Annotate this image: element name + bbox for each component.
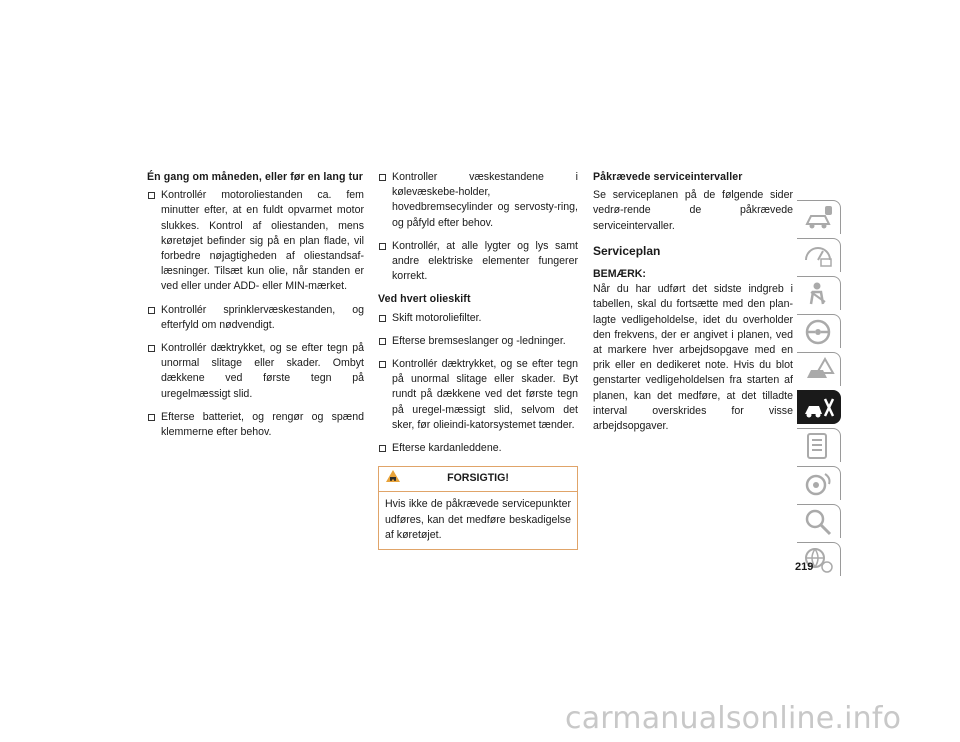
search-index-icon	[803, 508, 835, 536]
tab-safety[interactable]	[797, 276, 841, 310]
caution-header	[379, 467, 577, 492]
tab-driving[interactable]	[797, 314, 841, 348]
page-number: 219	[795, 561, 814, 573]
steering-wheel-icon	[803, 318, 835, 346]
tab-dashboard[interactable]	[797, 238, 841, 272]
checkbox-bullet-icon	[379, 315, 386, 322]
monthly-check-list-continued	[378, 170, 578, 284]
dashboard-message-icon	[803, 242, 835, 270]
service-intervals-heading: Påkrævede serviceintervaller	[593, 171, 743, 183]
checkbox-bullet-icon	[379, 338, 386, 345]
tab-technical-specs[interactable]	[797, 428, 841, 462]
car-info-icon	[803, 204, 835, 232]
column-left	[147, 170, 364, 448]
list-item: Kontrollér sprinklervæskestanden, og efterfyld om nødvendigt.	[147, 303, 364, 333]
warning-triangle-icon	[385, 469, 401, 488]
column-middle	[378, 170, 578, 550]
seatbelt-airbag-icon	[803, 280, 835, 308]
monthly-check-heading: Én gang om måneden, eller før en lang tur	[147, 171, 364, 183]
tab-multimedia[interactable]	[797, 466, 841, 500]
multimedia-icon	[803, 470, 835, 498]
tab-car-info[interactable]	[797, 200, 841, 234]
checkbox-bullet-icon	[379, 361, 386, 368]
column-right	[593, 170, 793, 442]
list-item: Kontroller væskestandene i kølevæskebe-holder, hovedbremsecylinder og servosty-ring, og påfyld efter behov.	[378, 170, 578, 231]
watermark: carmanualsonline.info	[565, 701, 902, 736]
checkbox-bullet-icon	[379, 445, 386, 452]
oil-change-list	[378, 311, 578, 457]
list-item: Kontrollér, at alle lygter og lys samt andre elektriske elementer fungerer korrekt.	[378, 239, 578, 285]
oil-change-heading: Ved hvert olieskift	[378, 293, 471, 306]
service-tools-icon	[803, 394, 835, 422]
service-plan-title: Serviceplan	[593, 243, 661, 258]
emergency-icon	[803, 356, 835, 384]
caution-text: Hvis ikke de påkrævede servicepunkter udføres, kan det medføre beskadigelse af køretøjet.	[385, 498, 571, 541]
list-item: Kontrollér dæktrykket, og se efter tegn på unormal slitage eller skader. Byt rundt på dækkene ved det første tegn på uregel-mæssigt slid, selvom det sker, før olieindi-katorsystemet tænder.	[378, 357, 578, 433]
service-intervals-intro: Se serviceplanen på de følgende sider vedrø-rende de påkrævede serviceintervaller.	[593, 189, 793, 232]
monthly-check-list	[147, 188, 364, 440]
list-item: Kontrollér motoroliestanden ca. fem minutter efter, at en fuldt opvarmet motor slukkes. Kontrol af oliestanden, mens køretøjet befinder sig på en plan flade, vil forbedre nøjagtigheden af oliestandsaf-læsninger. Tilsæt kun olie, når standen er ved eller under ADD- eller MIN-mærket.	[147, 188, 364, 294]
note-label: BEMÆRK:	[593, 268, 646, 281]
list-item: Efterse bremseslanger og -ledninger.	[378, 334, 578, 349]
checkbox-bullet-icon	[148, 192, 155, 199]
caution-title: FORSIGTIG!	[447, 472, 509, 485]
tab-emergency[interactable]	[797, 352, 841, 386]
checklist-icon	[803, 432, 835, 460]
checkbox-bullet-icon	[148, 414, 155, 421]
checkbox-bullet-icon	[148, 345, 155, 352]
checkbox-bullet-icon	[379, 243, 386, 250]
chapter-tabs	[797, 200, 842, 580]
list-item: Efterse batteriet, og rengør og spænd klemmerne efter behov.	[147, 410, 364, 440]
list-item: Efterse kardanleddene.	[378, 441, 578, 456]
tab-service-maintenance[interactable]	[797, 390, 841, 424]
note-text: Når du har udført det sidste indgreb i tabellen, skal du fortsætte med den plan-lagte vedligeholdelse, idet du overholder den frekvens, der er angivet i planen, ved at markere hver arbejdsopgave med en prik eller en dedikeret note. Hvis du blot genstarter vedligeholdelsen fra starten af planen, kan det medføre, at det tilladte interval overskrides for visse arbejdsopgaver.	[593, 283, 793, 433]
list-item: Skift motoroliefilter.	[378, 311, 578, 326]
list-item: Kontrollér dæktrykket, og se efter tegn på unormal slitage eller skader. Ombyt dækkene ved første tegn på uregelmæssigt slid.	[147, 341, 364, 402]
tab-index[interactable]	[797, 504, 841, 538]
checkbox-bullet-icon	[379, 174, 386, 181]
checkbox-bullet-icon	[148, 307, 155, 314]
caution-box	[378, 466, 578, 550]
